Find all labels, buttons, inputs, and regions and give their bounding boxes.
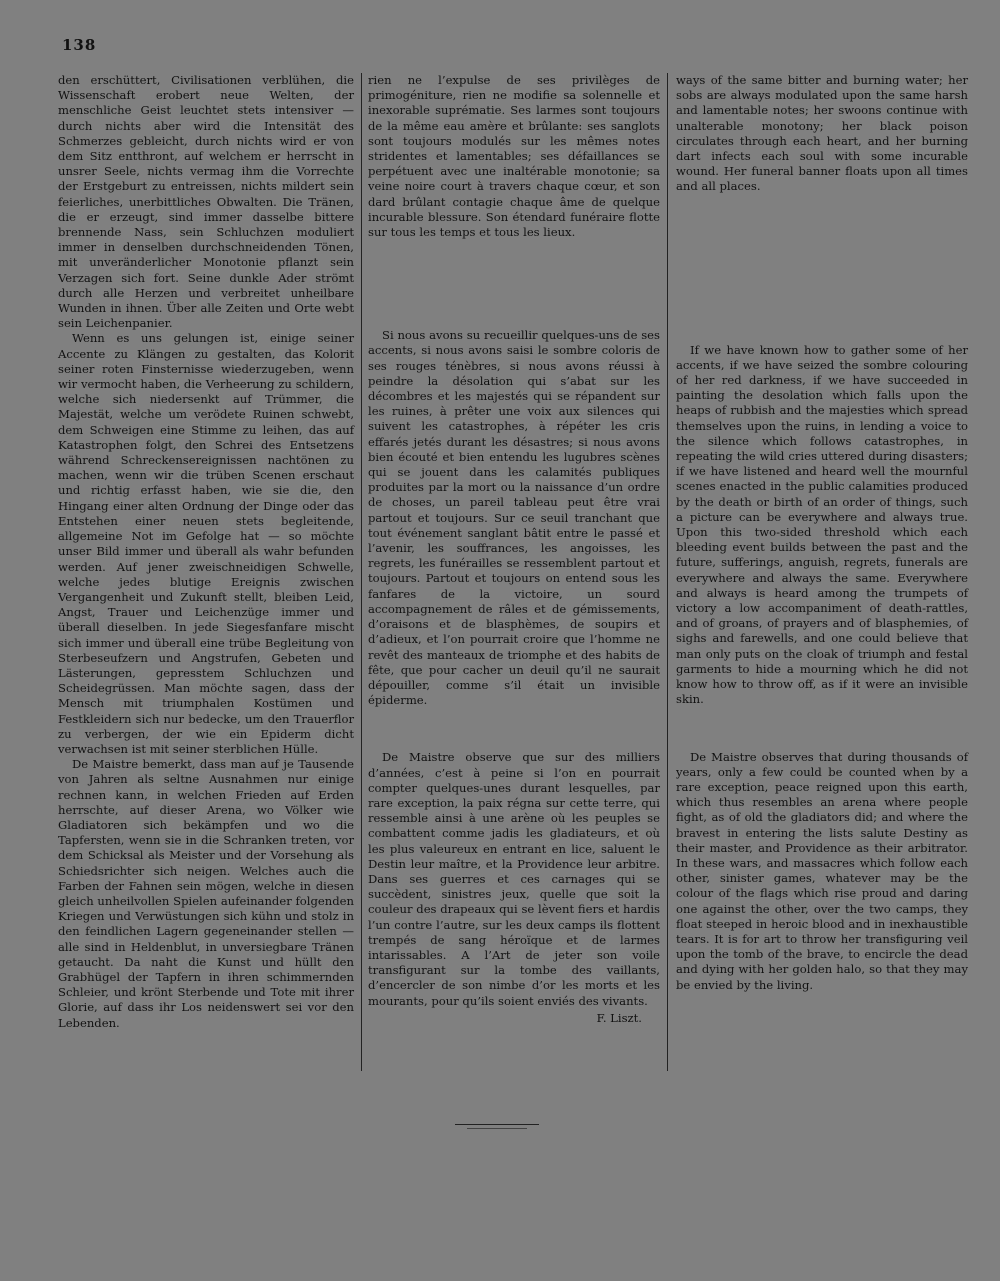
german-paragraph-3: De Maistre bemerkt, dass man auf je Tausende von Jahren als seltne Ausnahmen nur einige rechnen kann, in welchen Frieden auf Erden herrschte, auf dieser Arena, wo Völker wie Gladiatoren sich bekämpfen und wo die Tapfersten, wenn sie in die Schranken treten, vor dem Schicksal als Meister und der Vorsehung als Schiedsrichter sich neigen. Welches auch die Farben der Fahnen sein mögen, welche in diesen gleich unheilvollen Spielen aufeinander folgenden Kriegen und Verwüstungen sich kühn und stolz in den feindlichen Lagern gegeneinander stellen — alle sind in Heldenblut, in unversiegbare Tränen getaucht. Da naht die Kunst und hüllt den Grabhügel der Tapfern in ihren schimmernden Schleier, und krönt Sterbende und Tote mit ihrer Glorie, auf dass ihr Los neidenswert sei vor den Lebenden. <box>58 757 354 1030</box>
german-paragraph-2: Wenn es uns gelungen ist, einige seiner Accente zu Klängen zu gestalten, das Kolorit seiner roten Finsternisse wiederzugeben, wenn wir vermocht haben, die Verheerung zu schildern, welche sich niedersenkt auf Trümmer, die Majestät, welche um verödete Ruinen schwebt, dem Schweigen eine Stimme zu leihen, das auf Katastrophen folgt, den Schrei des Entsetzens während Schreckensereignissen nachtönen zu machen, wenn wir die trüben Scenen erschaut und richtig erfasst haben, wie sie die, den Hingang einer alten Ordnung der Dinge oder das Entstehen einer neuen stets begleitende, allgemeine Not im Gefolge hat — so möchte unser Bild immer und überall als wahr befunden werden. Auf jener zweischneidigen Schwelle, welche jedes blutige Ereignis zwischen Vergangenheit und Zukunft stellt, bleiben Leid, Angst, Trauer und Leichenzüge immer und überall dieselben. In jede Siegesfanfare mischt sich immer und überall eine trübe Begleitung von Sterbeseufzern und Angstrufen, Gebeten und Lästerungen, gepresstem Schluchzen und Scheidegrüssen. Man möchte sagen, dass der Mensch mit triumphalen Kostümen und Festkleidern sich nur bedecke, um den Trauerflor zu verbergen, der wie ein Epiderm dicht verwachsen ist mit seiner sterblichen Hülle. <box>58 331 354 756</box>
end-ornament-rule <box>455 1124 539 1125</box>
english-paragraph-3: De Maistre observes that during thousands of years, only a few could be counted when by a rare exception, peace reigned upon this earth, which thus resembles an arena where people fight, as of old the gladiators did; and where the bravest in entering the lists salute Destiny as their master, and Providence as their arbitrator. In these wars, and massacres which follow each other, sinister games, whatever may be the colour of the flags which rise proud and daring one against the other, over the two camps, they float steeped in heroic blood and in inexhaustible tears. It is for art to throw her transfiguring veil upon the tomb of the brave, to encircle the dead and dying with her golden halo, so that they may be envied by the living. <box>676 749 968 992</box>
french-column <box>368 73 660 1281</box>
german-paragraph-1: den erschüttert, Civilisationen verblühen, die Wissenschaft erobert neue Welten, der menschliche Geist leuchtet stets intensiver — durch nichts aber wird die Intensität des Schmerzes gebleicht, durch nichts wird er von dem Sitz entthront, auf welchem er herrscht in unsrer Seele, nichts vermag ihm die Vorrechte der Erstgeburt zu entreissen, nichts mildert sein feierliches, unerbittliches Obwalten. Die Tränen, die er erzeugt, sind immer dasselbe bittere brennende Nass, sein Schluchzen moduliert immer in denselben durchschneidenden Tönen, mit unveränderlicher Monotonie pflanzt sein Verzagen sich fort. Seine dunkle Ader strömt durch alle Herzen und verbreitet unheilbare Wunden in ihnen. Über alle Zeiten und Orte webt sein Leichenpanier. <box>58 73 354 331</box>
english-paragraph-1: ways of the same bitter and burning water; her sobs are always modulated upon the same harsh and lamentable notes; her swoons continue with unalterable monotony; her black poison circulates through each heart, and her burning dart infects each soul with some incurable wound. Her funeral banner floats upon all times and all places. <box>676 73 968 194</box>
french-paragraph-2: Si nous avons su recueillir quelques-uns de ses accents, si nous avons saisi le sombre coloris de ses rouges ténèbres, si nous avons réussi à peindre la désolation qui s’abat sur les décombres et les majestés qui se répandent sur les ruines, à prêter une voix aux silences qui suivent les catastrophes, à répéter les cris effarés jetés durant les désastres; si nous avons bien écouté et bien entendu les lugubres scènes qui se jouent dans les calamités publiques produites par la mort ou la naissance d’un ordre de choses, un pareil tableau peut être vrai partout et toujours. Sur ce seuil tranchant que tout événement sanglant bâtit entre le passé et l’avenir, les souffrances, les angoisses, les regrets, les funérailles se ressemblent partout et toujours. Partout et toujours on entend sous les fanfares de la victoire, un sourd accompagnement de râles et de gémissements, d’oraisons et de blasphèmes, de soupirs et d’adieux, et l’on pourrait croire que l’homme ne revêt des manteaux de triomphe et des habits de fête, que pour cacher un deuil qu’il ne saurait dépouiller, comme s’il était un invisible épiderme. <box>368 328 660 708</box>
english-column <box>676 73 968 1281</box>
signature: F. Liszt. <box>596 1010 642 1025</box>
french-paragraph-1: rien ne l’expulse de ses privilèges de primogéniture, rien ne modifie sa solennelle et inexorable suprématie. Ses larmes sont toujours de la même eau amère et brûlante: ses sanglots sont toujours modulés sur les mêmes notes stridentes et lamentables; ses défaillances se perpétuent avec une inaltérable monotonie; sa veine noire court à travers chaque cœur, et son dard brûlant contagie chaque âme de quelque incurable blessure. Son étendard funéraire flotte sur tous les temps et tous les lieux. <box>368 73 660 240</box>
german-column <box>58 73 354 1281</box>
column-divider <box>361 73 362 1071</box>
english-paragraph-2: If we have known how to gather some of her accents, if we have seized the sombre colouring of her red darkness, if we have succeeded in painting the desolation which falls upon the heaps of rubbish and the majesties which spread themselves upon the ruins, in lending a voice to the silence which follows catastrophes, in repeating the wild cries uttered during disasters; if we have listened and heard well the mournful scenes enacted in the public calamities produced by the death or birth of an order of things, such a picture can be everywhere and always true. Upon this two-sided threshold which each bleeding event builds between the past and the future, sufferings, anguish, regrets, funerals are everywhere and always the same. Everywhere and always is heard among the trumpets of victory a low accompaniment of death-rattles, and of groans, of prayers and of blasphemies, of sighs and farewells, and one could believe that man only puts on the cloak of triumph and festal garments to hide a mourning which he did not know how to throw off, as if it were an invisible skin. <box>676 342 968 707</box>
french-paragraph-3: De Maistre observe que sur des milliers d’années, c’est à peine si l’on en pourrait compter quelques-unes durant lesquelles, par rare exception, la paix régna sur cette terre, qui ressemble ainsi à une arène où les peuples se combattent comme jadis les gladiateurs, et où les plus valeureux en entrant en lice, saluent le Destin leur maître, et la Providence leur arbitre. Dans ses guerres et ces carnages qui se succèdent, sinistres jeux, quelle que soit la couleur des drapeaux qui se lèvent fiers et hardis l’un contre l’autre, sur les deux camps ils flottent trempés de sang héroïque et de larmes intarissables. A l’Art de jeter son voile transfigurant sur la tombe des vaillants, d’encercler de son nimbe d’or les morts et les mourants, pour qu’ils soient enviés des vivants. <box>368 750 660 1008</box>
page-number: 138 <box>62 36 97 54</box>
column-divider <box>667 73 668 1071</box>
